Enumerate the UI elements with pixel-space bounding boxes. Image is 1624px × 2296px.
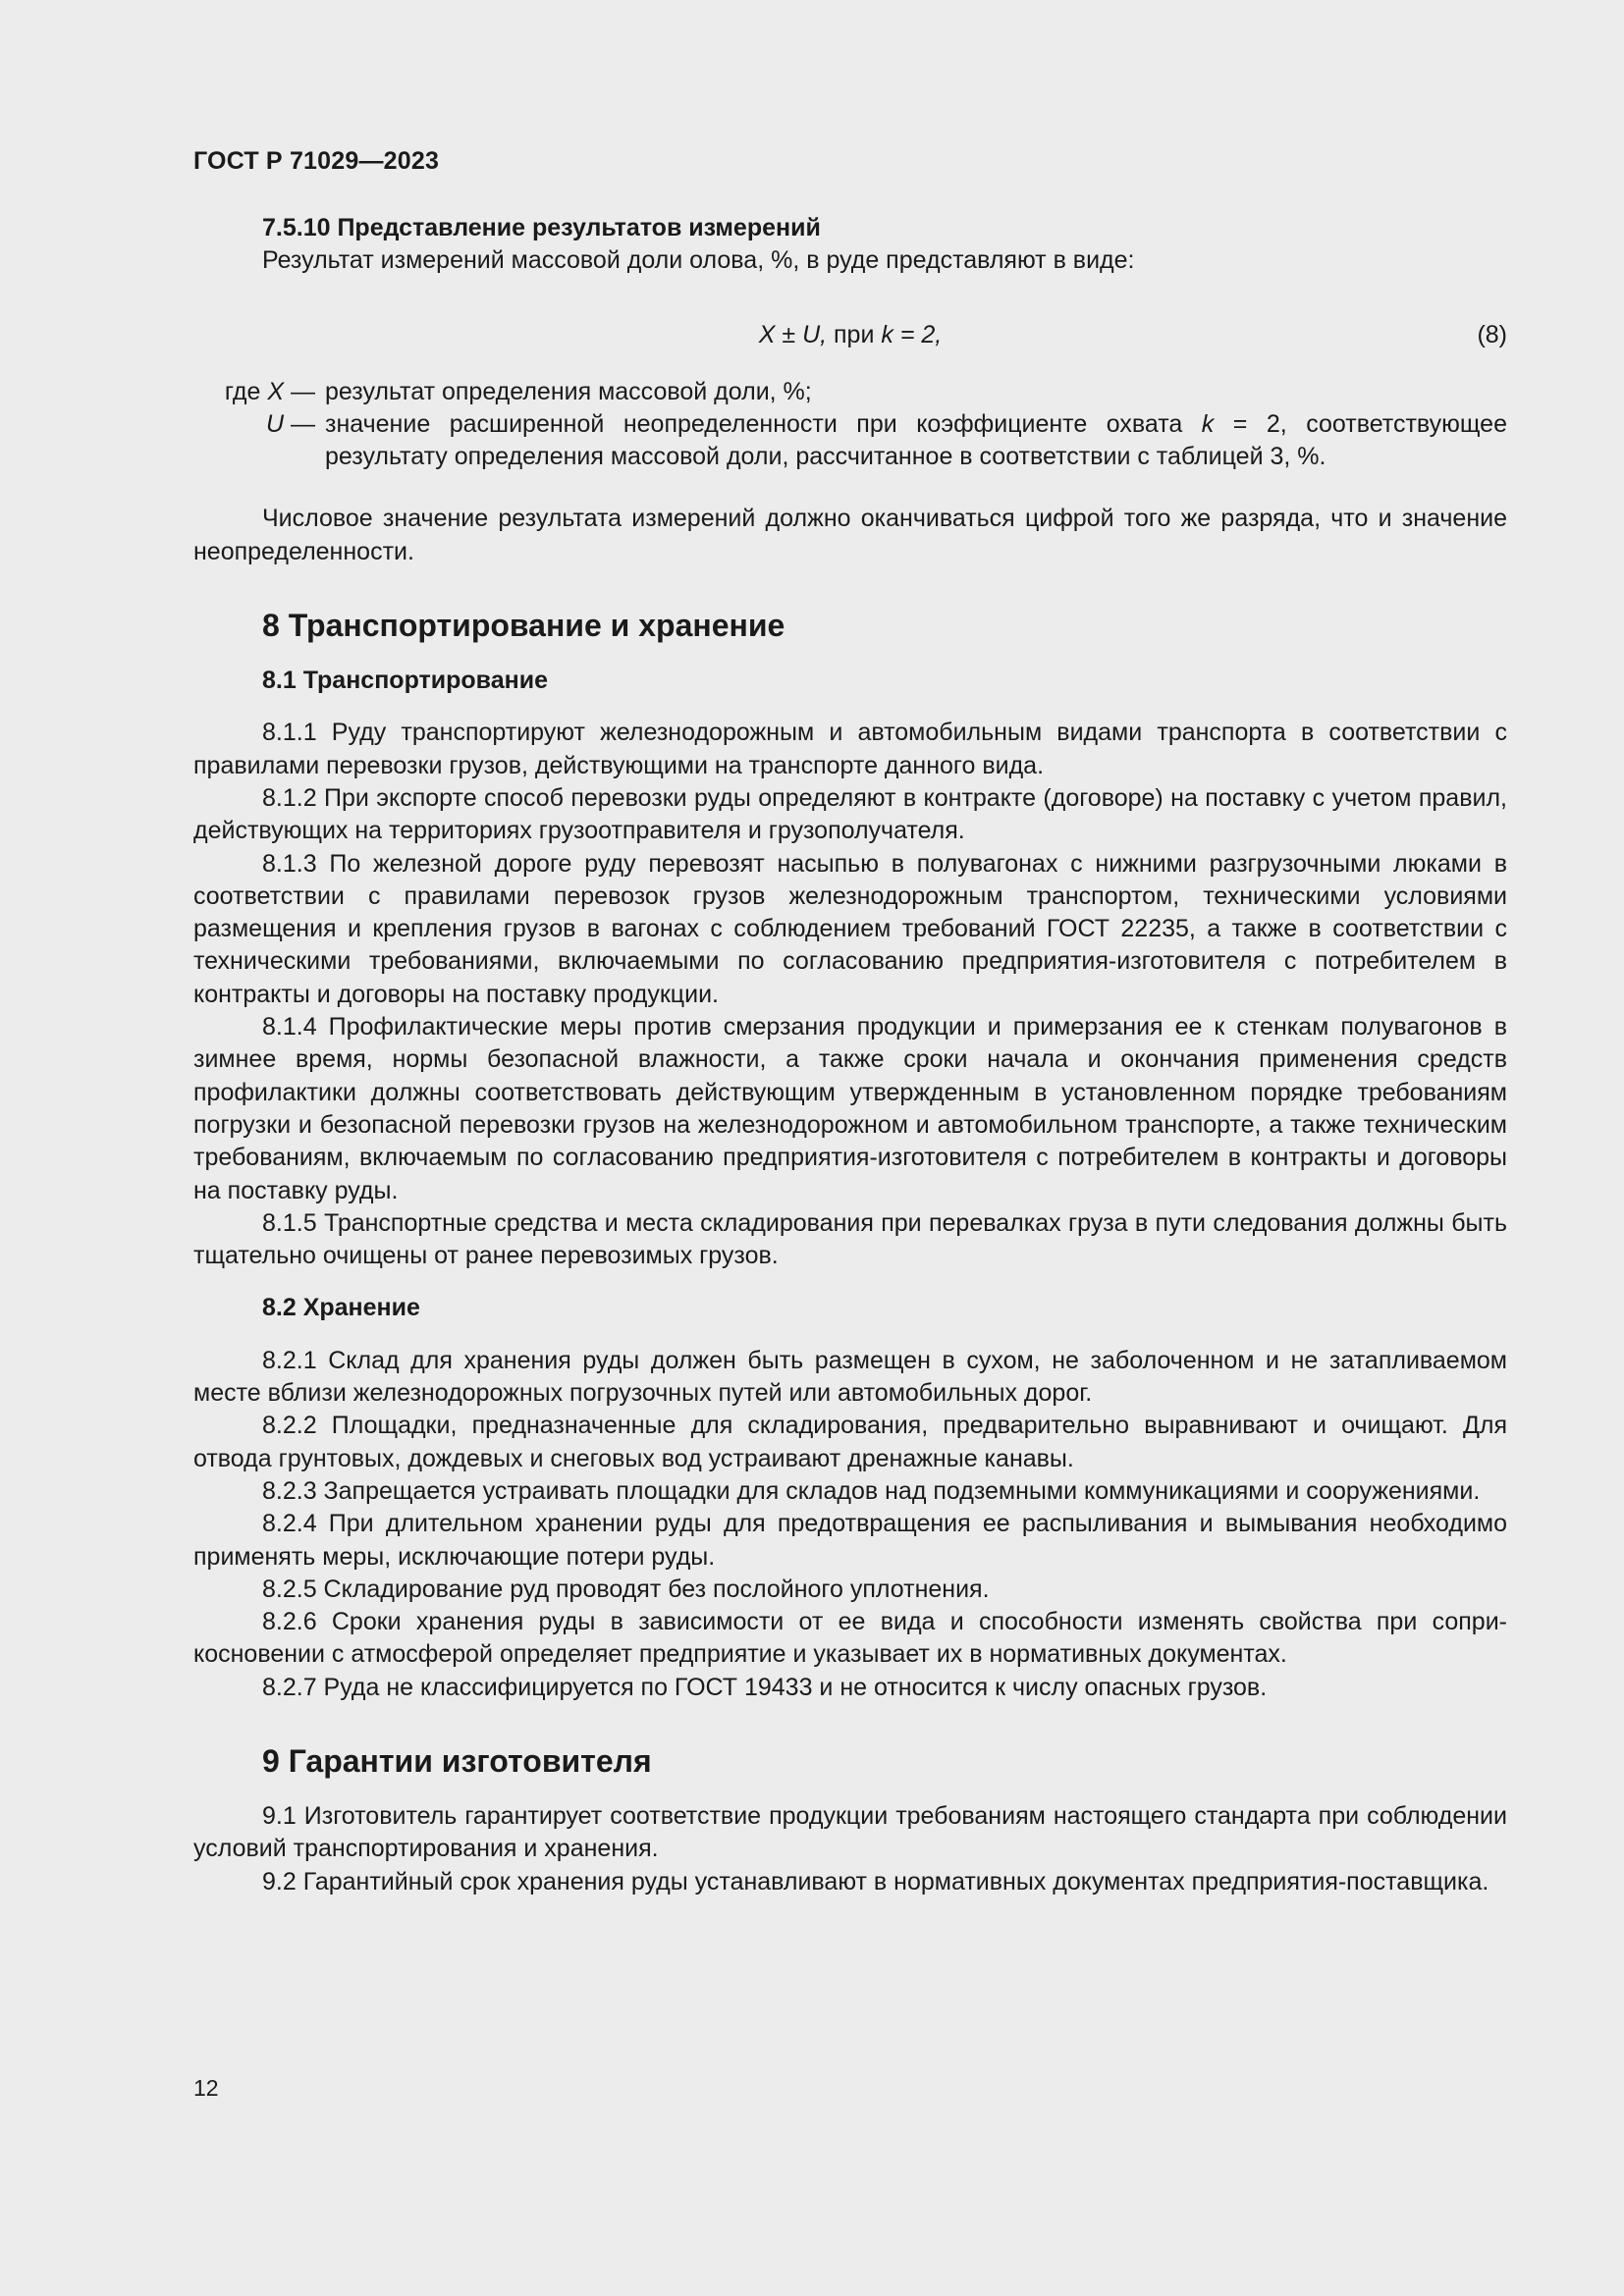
para-8-2-2: 8.2.2 Площадки, предназначенные для складирования, предварительно выравнивают и очищают. Для отвода грунтовых, дождевых и снеговых вод устраивают дренажные канавы. [193,1412,1507,1472]
para-8-2-1: 8.2.1 Склад для хранения руды должен быть размещен в сухом, не заболоченном и не затапливаемом месте вблизи железнодорожных погрузочных путей или автомобильных дорог. [193,1346,1507,1408]
section-7-5-10-note: Числовое значение результата измерений должно оканчиваться цифрой того же разряда, что и значение неопределенности. [193,505,1507,565]
section-7-5-10-title: 7.5.10 Представление результатов измерений [262,214,821,241]
para-8-2-5: 8.2.5 Складирование руд проводят без послойного уплотнения. [262,1575,990,1603]
formula-number: (8) [1477,320,1507,348]
where-label-u: U — [265,409,315,438]
where-item-u [193,408,1507,474]
section-7-5-10-intro: Результат измерений массовой доли олова, %, в руде представляют в виде: [262,246,1135,275]
para-8-1-1: 8.1.1 Руду транспортируют железнодорожным и автомобильным видами транспорта в соответствии с правилами перевозки грузов, действующими на транспорте данного вида. [193,719,1507,779]
where-text-u: значение расширенной неопределенности при коэффициенте охвата k = 2, соответствующее результату определения массовой доли, рассчитанное в соответствии с таблицей 3, %. [325,409,1507,471]
where-item-x [193,376,1507,408]
section-9-title: 9 Гарантии изготовителя [262,1742,652,1779]
formula-expression: X ± U, при k = 2, [758,320,943,348]
para-8-2-4: 8.2.4 При длительном хранении руды для предотвращения ее распыливания и вымывания необходимо применять меры, исключающие потери руды. [193,1510,1507,1571]
para-8-2-7: 8.2.7 Руда не классифицируется по ГОСТ 19433 и не относится к числу опасных грузов. [262,1673,1268,1701]
document-header: ГОСТ Р 71029—2023 [193,147,440,175]
para-9-1: 9.1 Изготовитель гарантирует соответствие продукции требованиям настоящего стандарта при соблюдении условий транспортирования и хранения. [193,1801,1507,1863]
formula-8 [193,318,1507,351]
para-8-1-5: 8.1.5 Транспортные средства и места складирования при перевалках груза в пути следования должны быть тщательно очищены от ранее перевозимых грузов. [193,1208,1507,1270]
para-9-2: 9.2 Гарантийный срок хранения руды устанавливают в нормативных документах предприятия-поставщика. [262,1867,1489,1896]
where-text-x: результат определения массовой доли, %; [325,377,812,405]
para-8-1-3: 8.1.3 По железной дороге руду перевозят насыпью в полувагонах с нижними разгрузочными люками в соответствии с правилами перевозок грузов железнодорожным транспортом, техническими условиями размещения и крепления грузов в вагонах с соблюдением требований ГОСТ 22235, а также в соответствии с техническими требованиями, включаемыми по согласованию предприятия-изготовителя с потребителем в контракты и договоры на поставку продукции. [193,849,1507,1008]
where-label-x: где X — [224,377,315,405]
para-8-1-2: 8.1.2 При экспорте способ перевозки руды определяют в контракте (договоре) на поставку с учетом правил, действующих на территориях грузоотправителя и грузополучателя. [193,783,1507,845]
para-8-2-3: 8.2.3 Запрещается устраивать площадки для складов над подземными коммуникациями и сооружениями. [262,1476,1481,1505]
section-8-1-title: 8.1 Транспортирование [262,667,548,695]
section-8-2-title: 8.2 Хранение [262,1294,420,1322]
para-8-2-6: 8.2.6 Сроки хранения руды в зависимости от ее вида и способности изменять свойства при соприкосновении с атмосферой определяет предприятие и указывает их в нормативных документах. [193,1608,1507,1669]
section-8-title: 8 Транспортирование и хранение [262,608,785,644]
page-number: 12 [193,2075,219,2101]
para-8-1-4: 8.1.4 Профилактические меры против смерзания продукции и примерзания ее к стенкам полувагонов в зимнее время, нормы безопасной влажности, а также сроки начала и окончания применения средств профилактики должны соответствовать действующим утвержденным в установленном порядке требованиям погрузки и безопасной перевозки грузов на железнодорожном и автомобильном транспорте, а также техническим требованиям, включаемым по согласованию предприятия-изготовителя с потребителем в контракты и договоры на поставку руды. [193,1013,1507,1204]
document-page [193,147,1507,1898]
